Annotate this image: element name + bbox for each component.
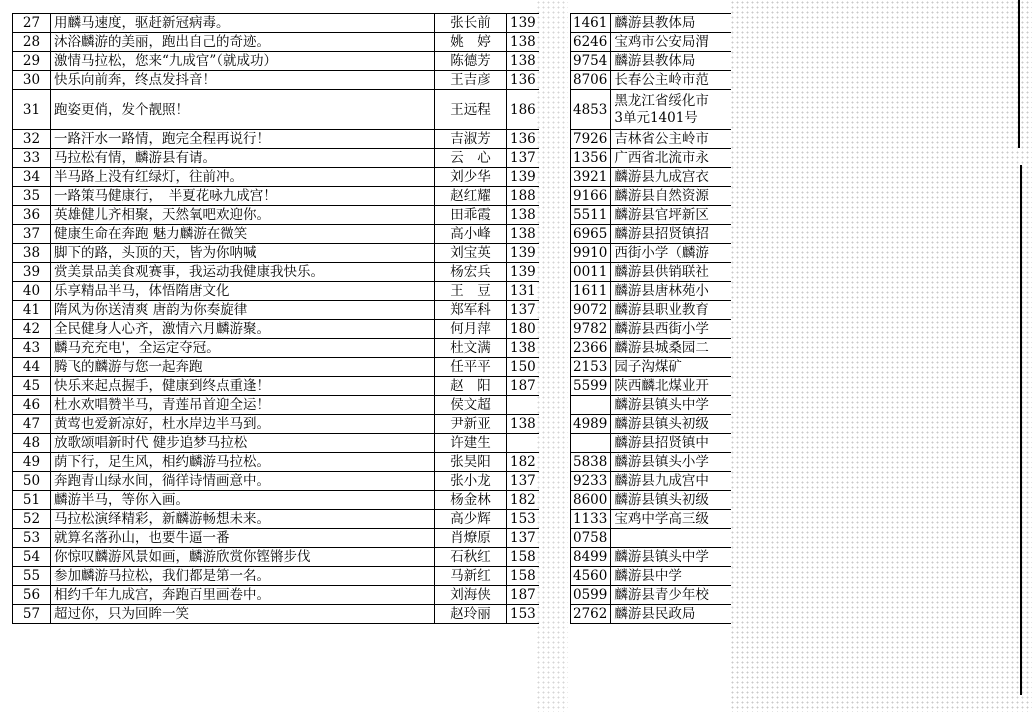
table-row [13,52,539,71]
slogan-cell: 超过你，只为回眸一笑 [51,605,435,624]
slogan-cell: 跑姿更俏，发个靓照！ [51,90,435,130]
row-number: 43 [13,339,51,358]
author-name-cell: 郑军科 [435,301,507,320]
phone-suffix-cell: 9754 [571,52,611,71]
row-number: 30 [13,71,51,90]
author-name-cell: 刘宝英 [435,244,507,263]
row-number: 51 [13,491,51,510]
organization-cell: 吉林省公主岭市 [611,130,731,149]
organization-cell: 西街小学（麟游 [611,244,731,263]
phone-cell: 139 [507,263,539,282]
phone-cell: 138 [507,206,539,225]
organization-cell: 麟游县供销联社 [611,263,731,282]
table-row [571,33,731,52]
organization-cell: 麟游县九成宫衣 [611,168,731,187]
table-row [13,282,539,301]
phone-suffix-cell: 4560 [571,567,611,586]
row-number: 52 [13,510,51,529]
row-number: 28 [13,33,51,52]
organization-cell: 麟游县镇头初级 [611,415,731,434]
row-number: 57 [13,605,51,624]
organization-cell: 麟游县招贤镇招 [611,225,731,244]
table-row [571,244,731,263]
slogan-cell: 沐浴麟游的美丽，跑出自己的奇迹。 [51,33,435,52]
table-row [13,168,539,187]
table-row [13,206,539,225]
slogan-cell: 马拉松演绎精彩，新麟游畅想未来。 [51,510,435,529]
table-row [571,149,731,168]
organization-cell: 麟游县镇头小学 [611,453,731,472]
author-name-cell: 陈德芳 [435,52,507,71]
table-row [571,282,731,301]
author-name-cell: 石秋红 [435,548,507,567]
phone-suffix-cell: 5511 [571,206,611,225]
row-number: 48 [13,434,51,453]
author-name-cell: 高少辉 [435,510,507,529]
phone-cell: 150 [507,358,539,377]
table-row [571,567,731,586]
row-number: 39 [13,263,51,282]
phone-suffix-cell: 2762 [571,605,611,624]
vertical-rule-top [1018,0,1020,148]
author-name-cell: 赵红耀 [435,187,507,206]
author-name-cell: 王远程 [435,90,507,130]
phone-suffix-cell: 5838 [571,453,611,472]
author-name-cell: 刘海侠 [435,586,507,605]
phone-suffix-cell: 2153 [571,358,611,377]
phone-suffix-cell: 8499 [571,548,611,567]
phone-cell: 188 [507,187,539,206]
phone-cell [507,434,539,453]
table-row [571,187,731,206]
gap-dotted-background [536,0,568,712]
phone-suffix-cell: 2366 [571,339,611,358]
row-number: 46 [13,396,51,415]
author-name-cell: 张昊阳 [435,453,507,472]
table-row [571,396,731,415]
organization-line-1: 黑龙江省绥化市 [614,92,709,109]
slogan-cell: 麟游半马，等你入画。 [51,491,435,510]
table-row [13,567,539,586]
table-row [571,14,731,33]
phone-cell: 187 [507,377,539,396]
slogan-cell: 参加麟游马拉松，我们都是第一名。 [51,567,435,586]
organization-cell: 麟游县民政局 [611,605,731,624]
table-row [13,453,539,472]
organization-cell: 麟游县城桑园二 [611,339,731,358]
row-number: 56 [13,586,51,605]
organization-cell: 麟游县教体局 [611,52,731,71]
slogan-cell: 脚下的路，头顶的天，皆为你呐喊 [51,244,435,263]
phone-cell: 153 [507,605,539,624]
slogan-cell: 杜水欢唱赞半马，青莲吊首迎全运！ [51,396,435,415]
slogan-cell: 腾飞的麟游与您一起奔跑 [51,358,435,377]
row-number: 36 [13,206,51,225]
author-name-cell: 姚 婷 [435,33,507,52]
phone-cell: 138 [507,33,539,52]
phone-cell: 182 [507,491,539,510]
contact-table-body [571,14,731,624]
slogan-cell: 赏美景品美食观赛事，我运动我健康我快乐。 [51,263,435,282]
phone-suffix-cell: 6965 [571,225,611,244]
table-row [13,130,539,149]
table-row [571,472,731,491]
table-row [13,244,539,263]
table-row [571,206,731,225]
organization-cell: 宝鸡市公安局渭 [611,33,731,52]
table-row [571,434,731,453]
organization-cell: 麟游县镇头中学 [611,396,731,415]
row-number: 45 [13,377,51,396]
phone-suffix-cell: 9233 [571,472,611,491]
organization-cell: 宝鸡中学高三级 [611,510,731,529]
author-name-cell: 何月萍 [435,320,507,339]
organization-cell: 麟游县青少年校 [611,586,731,605]
table-row [571,415,731,434]
organization-cell: 麟游县西街小学 [611,320,731,339]
phone-cell: 187 [507,586,539,605]
row-number: 44 [13,358,51,377]
phone-cell: 137 [507,472,539,491]
table-row [571,453,731,472]
organization-cell: 麟游县职业教育 [611,301,731,320]
organization-cell: 麟游县中学 [611,567,731,586]
slogan-cell: 乐享精品半马，体悟隋唐文化 [51,282,435,301]
table-row [13,358,539,377]
phone-cell [507,396,539,415]
author-name-cell: 田乖霞 [435,206,507,225]
row-number: 33 [13,149,51,168]
author-name-cell: 杨金林 [435,491,507,510]
slogan-cell: 马拉松有情，麟游县有请。 [51,149,435,168]
slogan-cell: 激情马拉松，您来“九成官”（就成功） [51,52,435,71]
author-name-cell: 王吉彦 [435,71,507,90]
phone-suffix-cell [571,396,611,415]
table-row [13,187,539,206]
slogan-cell: 全民健身人心齐，激情六月麟游聚。 [51,320,435,339]
phone-cell: 186 [507,90,539,130]
author-name-cell: 赵玲丽 [435,605,507,624]
row-number: 41 [13,301,51,320]
phone-suffix-cell: 8600 [571,491,611,510]
phone-suffix-cell: 4989 [571,415,611,434]
table-row [571,377,731,396]
phone-cell: 138 [507,415,539,434]
phone-suffix-cell: 0758 [571,529,611,548]
author-name-cell: 高小峰 [435,225,507,244]
table-row [571,52,731,71]
phone-cell: 137 [507,529,539,548]
phone-suffix-cell: 8706 [571,71,611,90]
table-row [571,586,731,605]
author-name-cell: 张小龙 [435,472,507,491]
author-name-cell: 杨宏兵 [435,263,507,282]
phone-suffix-cell: 5599 [571,377,611,396]
table-row [13,149,539,168]
table-row [571,90,731,130]
phone-cell: 153 [507,510,539,529]
phone-cell: 139 [507,14,539,33]
phone-suffix-cell: 0011 [571,263,611,282]
author-name-cell: 尹新亚 [435,415,507,434]
row-number: 38 [13,244,51,263]
phone-cell: 136 [507,130,539,149]
organization-line-2: 3单元1401号 [614,109,698,126]
phone-suffix-cell: 0599 [571,586,611,605]
organization-cell: 广西省北流市永 [611,149,731,168]
phone-cell: 158 [507,548,539,567]
phone-suffix-cell: 4853 [571,90,611,130]
phone-suffix-cell [571,434,611,453]
slogan-cell: 奔跑青山绿水间，徜徉诗情画意中。 [51,472,435,491]
slogan-cell: 黄莺也爱新凉好，杜水岸边半马到。 [51,415,435,434]
table-row [13,377,539,396]
table-row [13,225,539,244]
table-row [13,263,539,282]
author-name-cell: 王 豆 [435,282,507,301]
row-number: 54 [13,548,51,567]
table-row [13,320,539,339]
phone-cell: 136 [507,71,539,90]
phone-cell: 138 [507,52,539,71]
author-name-cell: 肖燎原 [435,529,507,548]
author-name-cell: 许建生 [435,434,507,453]
row-number: 31 [13,90,51,130]
slogan-cell: 一路汗水一路情，跑完全程再说行！ [51,130,435,149]
slogan-cell: 一路策马健康行， 半夏花咏九成宫！ [51,187,435,206]
slogan-cell: 就算名落孙山，也要牛逼一番 [51,529,435,548]
slogan-cell: 半马路上没有红绿灯，往前冲。 [51,168,435,187]
table-row [571,168,731,187]
table-row [571,71,731,90]
contact-table [570,13,731,624]
row-number: 49 [13,453,51,472]
phone-suffix-cell: 1461 [571,14,611,33]
table-row [13,605,539,624]
organization-cell: 麟游县唐林苑小 [611,282,731,301]
slogan-cell: 相约千年九成宫，奔跑百里画卷中。 [51,586,435,605]
organization-cell: 麟游县教体局 [611,14,731,33]
organization-cell: 园子沟煤矿 [611,358,731,377]
organization-cell: 麟游县镇头中学 [611,548,731,567]
table-row [571,358,731,377]
organization-cell: 长春公主岭市范 [611,71,731,90]
row-number: 32 [13,130,51,149]
table-row [13,586,539,605]
slogan-cell: 英雄健儿齐相聚，天然氧吧欢迎你。 [51,206,435,225]
author-name-cell: 侯文超 [435,396,507,415]
table-row [571,491,731,510]
phone-suffix-cell: 9910 [571,244,611,263]
table-row [13,396,539,415]
table-row [13,529,539,548]
slogan-table-body [13,14,539,624]
organization-cell: 麟游县镇头初级 [611,491,731,510]
phone-suffix-cell: 9166 [571,187,611,206]
table-row [13,472,539,491]
author-name-cell: 刘少华 [435,168,507,187]
table-row [13,510,539,529]
author-name-cell: 云 心 [435,149,507,168]
phone-suffix-cell: 6246 [571,33,611,52]
slogan-cell: 隋风为你送清爽 唐韵为你奏旋律 [51,301,435,320]
slogan-cell: 放歌颂唱新时代 健步追梦马拉松 [51,434,435,453]
table-row [13,491,539,510]
row-number: 55 [13,567,51,586]
organization-cell: 麟游县九成宫中 [611,472,731,491]
table-row [571,529,731,548]
slogan-cell: 快乐来起点握手，健康到终点重逢！ [51,377,435,396]
slogan-cell: 你惊叹麟游风景如画，麟游欣赏你铿锵步伐 [51,548,435,567]
phone-cell: 137 [507,301,539,320]
phone-cell: 138 [507,339,539,358]
table-row [13,434,539,453]
slogan-cell: 健康生命在奔跑 魅力麟游在微笑 [51,225,435,244]
author-name-cell: 杜文满 [435,339,507,358]
slogan-cell: 麟马充充电'，全运定夺冠。 [51,339,435,358]
row-number: 37 [13,225,51,244]
organization-cell: 麟游县自然资源 [611,187,731,206]
author-name-cell: 赵 阳 [435,377,507,396]
phone-suffix-cell: 9782 [571,320,611,339]
row-number: 40 [13,282,51,301]
phone-cell: 131 [507,282,539,301]
table-row [13,339,539,358]
table-row [13,301,539,320]
table-row [571,605,731,624]
row-number: 42 [13,320,51,339]
slogan-cell: 荫下行，足生风，相约麟游马拉松。 [51,453,435,472]
table-row [571,548,731,567]
dotted-background [730,0,1032,712]
slogan-cell: 快乐向前奔，终点发抖音！ [51,71,435,90]
table-row [13,548,539,567]
organization-cell: 陕西麟北煤业开 [611,377,731,396]
row-number: 47 [13,415,51,434]
row-number: 50 [13,472,51,491]
table-row [571,301,731,320]
table-row [571,225,731,244]
phone-cell: 158 [507,567,539,586]
organization-cell [611,90,731,130]
table-row [13,415,539,434]
author-name-cell: 张长前 [435,14,507,33]
organization-cell: 麟游县招贤镇中 [611,434,731,453]
table-row [571,510,731,529]
slogan-cell: 用麟马速度，驱赶新冠病毒。 [51,14,435,33]
table-row [571,339,731,358]
organization-cell: 麟游县官坪新区 [611,206,731,225]
author-name-cell: 吉淑芳 [435,130,507,149]
row-number: 53 [13,529,51,548]
phone-cell: 139 [507,244,539,263]
author-name-cell: 任平平 [435,358,507,377]
table-row [571,130,731,149]
slogan-table [12,13,539,624]
phone-cell: 138 [507,225,539,244]
table-row [13,33,539,52]
row-number: 34 [13,168,51,187]
phone-cell: 182 [507,453,539,472]
author-name-cell: 马新红 [435,567,507,586]
phone-suffix-cell: 3921 [571,168,611,187]
table-row [13,14,539,33]
phone-suffix-cell: 9072 [571,301,611,320]
phone-suffix-cell: 1133 [571,510,611,529]
organization-cell [611,529,731,548]
table-row [571,320,731,339]
phone-cell: 139 [507,168,539,187]
phone-cell: 180 [507,320,539,339]
table-row [13,71,539,90]
table-row [571,263,731,282]
vertical-rule-bottom [1020,165,1022,695]
phone-suffix-cell: 1611 [571,282,611,301]
row-number: 29 [13,52,51,71]
row-number: 27 [13,14,51,33]
phone-suffix-cell: 7926 [571,130,611,149]
row-number: 35 [13,187,51,206]
phone-suffix-cell: 1356 [571,149,611,168]
phone-cell: 137 [507,149,539,168]
table-row [13,90,539,130]
